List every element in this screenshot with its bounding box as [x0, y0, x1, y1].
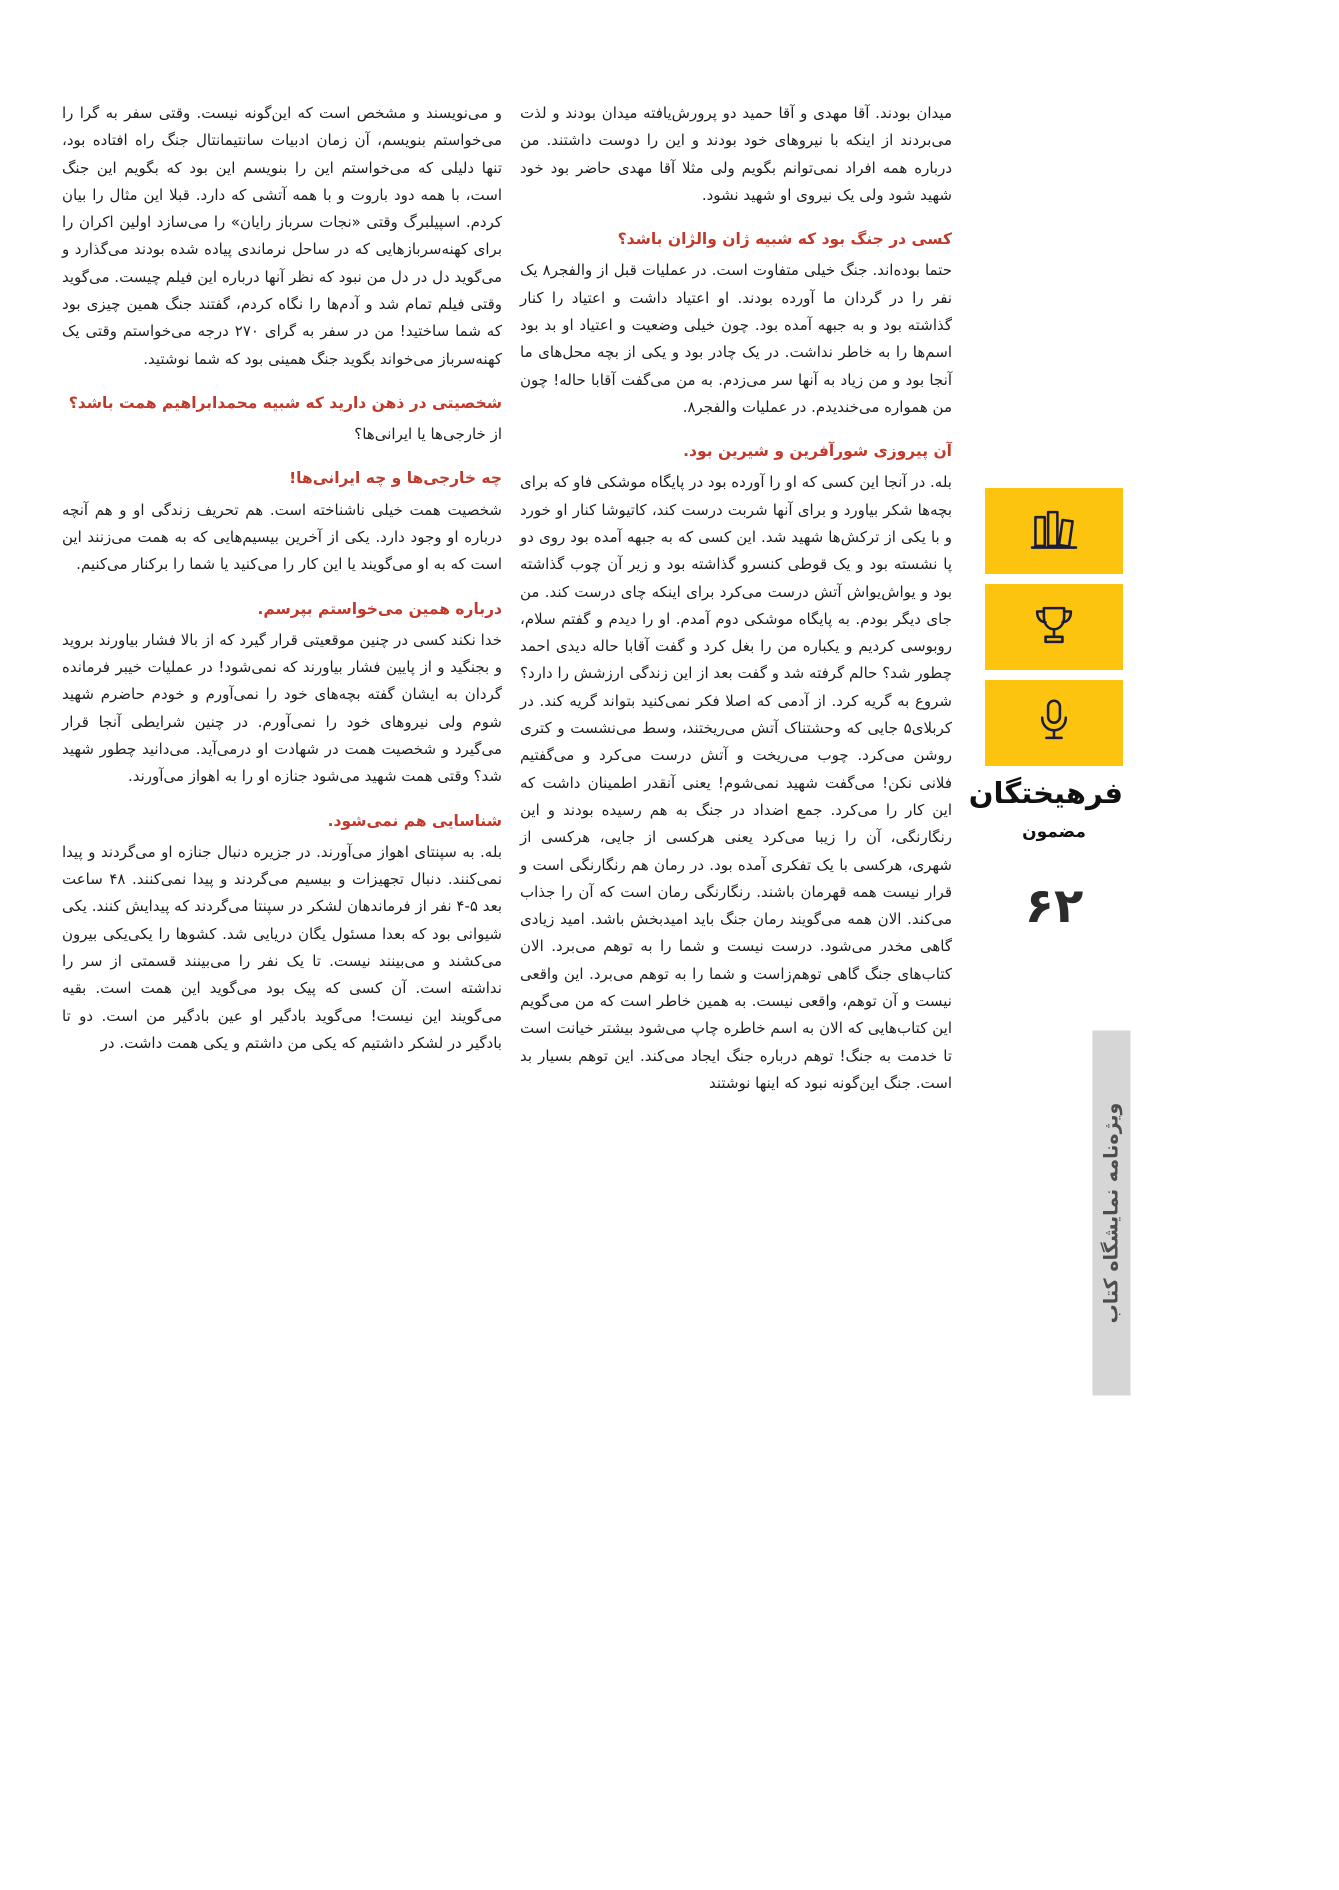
question-heading: کسی در جنگ بود که شبیه ژان والژان باشد؟	[617, 230, 952, 249]
edition-vertical-label: ویژه‌نامه نمایشگاه کتاب	[1100, 1102, 1123, 1324]
body-paragraph: میدان بودند. آقا مهدی و آقا حمید دو پرورش‌یافته میدان بودند و لذت می‌بردند از اینکه با نیروهای خود بودند و این را دوست داشتند. من درباره همه افراد نمی‌توانم بگویم ولی مثلا آقا مهدی حاضر بود خود شهید شود ولی یک نیروی او شهید نشود.	[520, 104, 952, 204]
books-icon	[1027, 502, 1081, 560]
body-paragraph: خدا نکند کسی در چنین موقعیتی قرار گیرد که از بالا فشار بیاورند بروید و بجنگید و از پایین فشار بیاورند که نمی‌شود! در عملیات خیبر فرمانده گردان به ایشان گفته بچه‌های خود را نمی‌آورم و خودم حاضرم شهید شوم ولی نیروهای خود را نمی‌آورم. در چنین شرایطی آنجا قرار می‌گیرد و شخصیت همت در شهادت او درمی‌آید. می‌دانید چطور شهید شد؟ وقتی همت شهید می‌شود جنازه او را به اهواز می‌آورند.	[62, 630, 502, 786]
sidebar-icon-cell	[985, 680, 1123, 766]
question-heading: آن پیروزی شورآفرین و شیرین بود.	[683, 442, 952, 461]
sidebar-icon-cell	[985, 584, 1123, 670]
trophy-icon	[1027, 598, 1081, 656]
question-heading: شناسایی هم نمی‌شود.	[327, 811, 502, 830]
article-column-right	[520, 100, 952, 1103]
body-paragraph: بله. به سپنتای اهواز می‌آورند. در جزیره دنبال جنازه او می‌گردند و پیدا نمی‌کنند. دنبال تجهیزات و بیسیم می‌گردند و پیدا نمی‌کنند. ۴۸ ساعت بعد ۵-۴ نفر از فرماندهان لشکر در سپنتا می‌گردند که پیدایش کنند. یکی شیوانی بود که بعدا مسئول یگان دریایی شد. کشوها را یکی‌یکی بیرون می‌کشند و می‌بینند نیست. تا یک نفر را می‌بینند قسمتی از سر را نداشته است. آن کسی که پیک بود می‌گوید این همت است. بقیه می‌گویند این نیست! می‌گوید بادگیر او عین بادگیر من است. دو تا بادگیر در لشکر داشتیم که یکی من داشتم و یکی همت داشت. در	[62, 842, 503, 1052]
page-number: ۶۲	[1024, 878, 1084, 934]
question-heading: شخصیتی در ذهن دارید که شبیه محمدابراهیم همت باشد؟	[68, 393, 502, 412]
body-paragraph: بله. در آنجا این کسی که او را آورده بود در پایگاه موشکی فاو که برای بچه‌ها شکر بیاورد و برای آنها شربت درست کند، کاتیوشا کنار او خورد و با یکی از ترکش‌ها شهید شد. این کسی که به جبهه آمده بود روی دو پا نشسته بود و یک قوطی کنسرو گذاشته بود و زیر آن چوب گذاشته بود و یواش‌یواش آتش درست می‌کرد برای اینکه چای درست کند. من جای دیگر بودم. به پایگاه موشکی دوم آمدم. او را دیدم و گفتم سلام، روبوسی کردیم و یکباره من را بغل کرد و گفت آقابا حاله دیدی احمد چطور شد؟ حالم گرفته شد و گفت بعد از این زندگی ارزشش را دارد؟ شروع به گریه کرد. از آدمی که اصلا فکر نمی‌کنید بتواند گریه کند. در کربلای۵ جایی که وحشتناک آتش می‌ریختند، وسط می‌نشست و کتری روشن می‌کرد. چوب می‌ریخت و آتش درست می‌کرد و می‌گفتیم فلانی نکن! می‌گفت شهید نمی‌شوم! یعنی آنقدر اطمینان داشت که این کار را می‌کرد. جمع اضداد در جنگ به هم رسیده بودند و این رنگارنگی، آن را زیبا می‌کرد یعنی هرکسی از جایی، هرکسی از شهری، هرکسی با یک تفکری آمده بود. در رمان هم رنگارنگی است و قرار نیست همه قهرمان باشند. رنگارنگی رمان است که آن را جذاب می‌کند. الان همه می‌گویند رمان جنگ باید امیدبخش باشد. امید زیادی گاهی مخدر می‌شود. درست نیست و شما را به توهم می‌برد. الان کتاب‌های جنگ گاهی توهم‌زاست و شما را به توهم می‌برد. این واقعی نیست و آن توهم، واقعی نیست. به همین خاطر است که من می‌گویم این کتاب‌هایی که الان به اسم خاطره چاپ می‌شود بیشتر خیانت است تا خدمت به جنگ! توهم درباره جنگ ایجاد می‌کند. این توهم بسیار بد است. جنگ این‌گونه نبود که اینها نوشتند	[520, 473, 952, 1092]
microphone-icon	[1027, 694, 1081, 752]
body-paragraph: و می‌نویسند و مشخص است که این‌گونه نیست. وقتی سفر به گرا را می‌خواستم بنویسم، آن زمان ادبیات سانتیمانتال جنگ راه افتاده بود، تنها دلیلی که می‌خواستم این را بنویسم این بود که بگویم این جنگ است، با همه دود باروت و با همه آتشی که دارد. قبلا این مثال را بیان کردم. اسپیلبرگ وقتی «نجات سرباز رایان» را می‌سازد اولین اکران را برای کهنه‌سربازهایی که در ساحل نرماندی پیاده شده بودند می‌گذارد و می‌گوید دل در دل من نبود که نظر آنها درباره این فیلم چیست. می‌گوید وقتی فیلم تمام شد و آدم‌ها را نگاه کردم، گفتند جنگ همین چیزی بود که شما ساختید! من در سفر به گرای ۲۷۰ درجه می‌خواستم وقتی یک کهنه‌سرباز می‌خواند بگوید جنگ همینی بود که شما نوشتید.	[62, 104, 502, 368]
section-label: مضمون	[1022, 822, 1086, 842]
body-paragraph: شخصیت همت خیلی ناشناخته است. هم تحریف زندگی او و هم آنچه درباره او وجود دارد. یکی از آخرین بیسیم‌هایی که به همت می‌زنند این است که به او می‌گویند یا این کار را می‌کنید یا شما را برکنار می‌کنیم.	[62, 500, 502, 574]
question-heading: چه خارجی‌ها و چه ایرانی‌ها!	[289, 469, 502, 488]
body-paragraph: از خارجی‌ها یا ایرانی‌ها؟	[354, 425, 502, 444]
sidebar-icon-cell	[985, 488, 1123, 574]
question-heading: درباره همین می‌خواستم بپرسم.	[257, 599, 502, 618]
magazine-logo: فرهیختگان	[968, 776, 1123, 810]
article-column-left	[62, 100, 502, 1063]
edition-vertical-strip	[1093, 1031, 1131, 1396]
body-paragraph: حتما بوده‌اند. جنگ خیلی متفاوت است. در عملیات قبل از والفجر۸ یک نفر را در گردان ما آورده بودند. او اعتیاد داشت و اعتیاد را کنار گذاشته بود و به جبهه آمده بود. چون خیلی وضعیت و اعتیاد او بد بود اسم‌ها را به خاطر نداشت. در یک چادر بود و یکی از بچه محل‌های ما آنجا بود و من زیاد به آنها سر می‌زدم. به من می‌گفت آقابا حاله! چون من همواره می‌خندیدم. در عملیات والفجر۸.	[520, 261, 953, 416]
